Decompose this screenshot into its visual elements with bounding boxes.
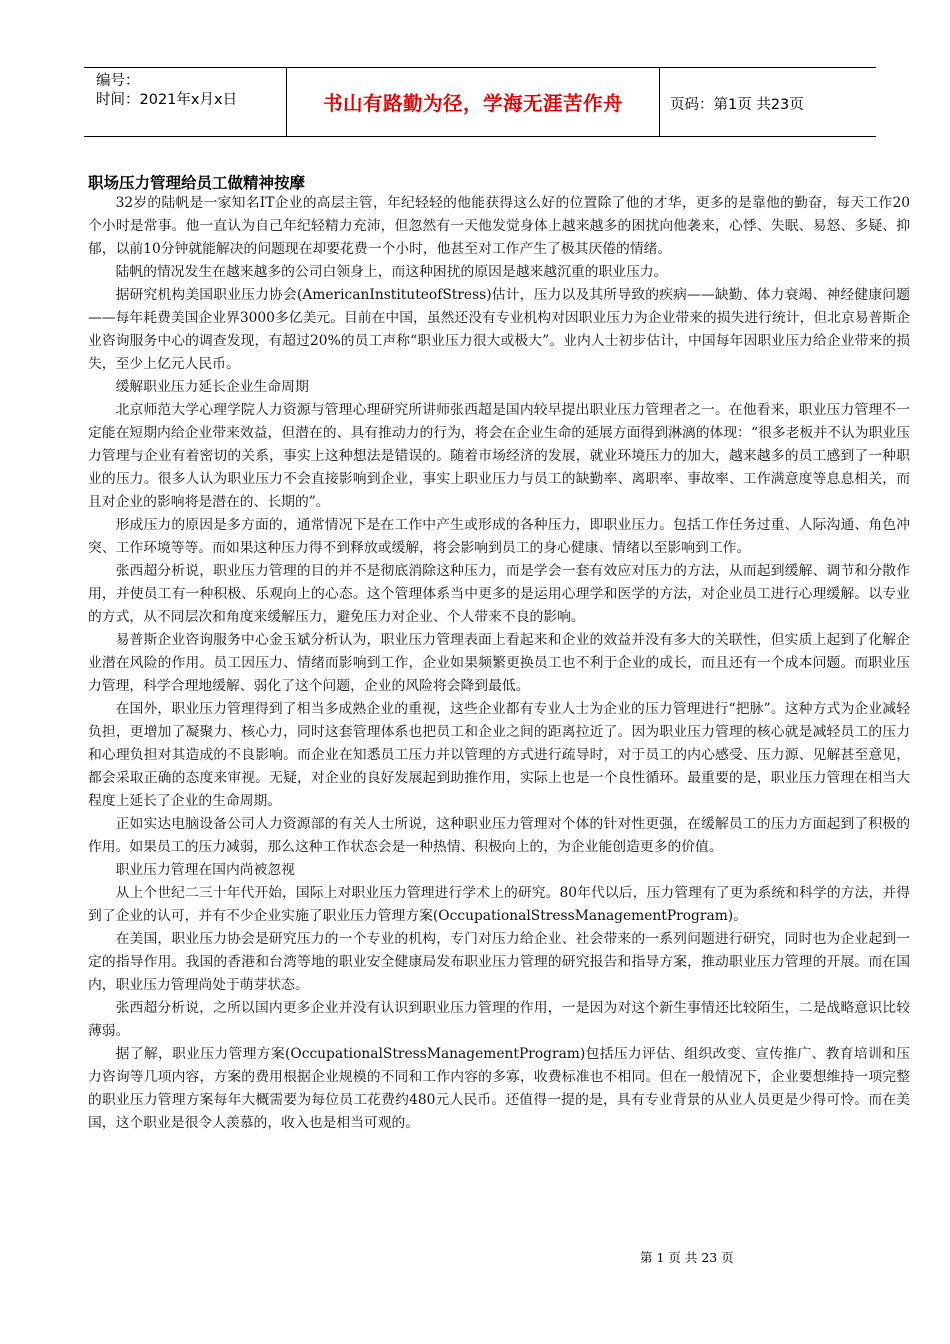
article-title: 职场压力管理给员工做精神按摩 xyxy=(88,174,306,192)
header-motto: 书山有路勤为径，学海无涯苦作舟 xyxy=(322,92,623,115)
document-header xyxy=(84,67,876,137)
paragraph: 在国外，职业压力管理得到了相当多成熟企业的重视，这些企业都有专业人士为企业的压力管理进行“把脉”。这种方式为企业减轻负担，更增加了凝聚力、核心力，同时这套管理体系也把员工和企业之间的距离拉近了。因为职业压力管理的核心就是减轻员工的压力和心理负担对其造成的不良影响。而企业在知悉员工压力并以管理的方式进行疏导时，对于员工的内心感受、压力源、见解甚至意见，都会采取正确的态度来审视。无疑，对企业的良好发展起到助推作用，实际上也是一个良性循环。最重要的是，职业压力管理在相当大程度上延长了企业的生命周期。 xyxy=(88,701,910,809)
paragraph: 形成压力的原因是多方面的，通常情况下是在工作中产生或形成的各种压力，即职业压力。包括工作任务过重、人际沟通、角色冲突、工作环境等等。而如果这种压力得不到释放或缓解，将会影响到员工的身心健康、情绪以至影响到工作。 xyxy=(88,517,910,556)
paragraph: 陆帆的情况发生在越来越多的公司白领身上，而这种困扰的原因是越来越沉重的职业压力。 xyxy=(115,264,668,280)
header-divider xyxy=(286,68,287,136)
paragraph: 张西超分析说，之所以国内更多企业并没有认识到职业压力管理的作用，一是因为对这个新生事情还比较陌生，二是战略意识比较薄弱。 xyxy=(88,1000,910,1039)
section-heading: 职业压力管理在国内尚被忽视 xyxy=(115,862,295,878)
article-body xyxy=(88,192,910,1135)
page-footer: 第 1 页 共 23 页 xyxy=(640,1250,734,1265)
header-divider xyxy=(659,68,660,136)
paragraph: 正如实达电脑设备公司人力资源部的有关人士所说，这种职业压力管理对个体的针对性更强，在缓解员工的压力方面起到了积极的作用。如果员工的压力减弱，那么这种工作状态会是一种热情、积极向上的，为企业能创造更多的价值。 xyxy=(88,816,910,855)
paragraph: 据了解，职业压力管理方案(OccupationalStressManagementProgram)包括压力评估、组织改变、宣传推广、教育培训和压力咨询等几项内容，方案的费用根据企业规模的不同和工作内容的多寡，收费标准也不相同。但在一般情况下，企业要想维持一项完整的职业压力管理方案每年大概需要为每位员工花费约480元人民币。还值得一提的是，具有专业背景的从业人员更是少得可怜。而在美国，这个职业是很令人羡慕的，收入也是相当可观的。 xyxy=(88,1046,910,1131)
paragraph: 北京师范大学心理学院人力资源与管理心理研究所讲师张西超是国内较早提出职业压力管理者之一。在他看来，职业压力管理不一定能在短期内给企业带来效益，但潜在的、具有推动力的行为，将会在企业生命的延展方面得到淋漓的体现：“很多老板并不认为职业压力管理与企业有着密切的关系，事实上这种想法是错误的。随着市场经济的发展，就业环境压力的加大，越来越多的员工感到了一种职业的压力。很多人认为职业压力不会直接影响到企业，事实上职业压力与员工的缺勤率、离职率、事故率、工作满意度等息息相关，而且对企业的影响将是潜在的、长期的”。 xyxy=(88,402,910,510)
paragraph: 张西超分析说，职业压力管理的目的并不是彻底消除这种压力，而是学会一套有效应对压力的方法，从而起到缓解、调节和分散作用，并使员工有一种积极、乐观向上的心态。这个管理体系当中更多的是运用心理学和医学的方法，对企业员工进行心理缓解。以专业的方式，从不同层次和角度来缓解压力，避免压力对企业、个人带来不良的影响。 xyxy=(88,563,910,625)
number-label: 编号： xyxy=(96,73,140,89)
time-label: 时间：2021年x月x日 xyxy=(96,92,238,108)
paragraph: 易普斯企业咨询服务中心金玉斌分析认为，职业压力管理表面上看起来和企业的效益并没有多大的关联性，但实质上起到了化解企业潜在风险的作用。员工因压力、情绪而影响到工作，企业如果频繁更换员工也不利于企业的成长，而且还有一个成本问题。而职业压力管理，科学合理地缓解、弱化了这个问题，企业的风险将会降到最低。 xyxy=(88,632,910,694)
header-meta xyxy=(96,72,237,110)
paragraph: 据研究机构美国职业压力协会(AmericanInstituteofStress)估计，压力以及其所导致的疾病——缺勤、体力衰竭、神经健康问题——每年耗费美国企业界3000多亿美元。目前在中国，虽然还没有专业机构对因职业压力为企业带来的损失进行统计，但北京易普斯企业咨询服务中心的调查发现，有超过20%的员工声称“职业压力很大或极大”。业内人士初步估计，中国每年因职业压力给企业带来的损失，至少上亿元人民币。 xyxy=(88,287,910,372)
section-heading: 缓解职业压力延长企业生命周期 xyxy=(115,379,309,395)
paragraph: 32岁的陆帆是一家知名IT企业的高层主管，年纪轻轻的他能获得这么好的位置除了他的才华，更多的是靠他的勤奋，每天工作20个小时是常事。他一直认为自己年纪轻精力充沛，但忽然有一天他发觉身体上越来越多的困扰向他袭来，心悸、失眠、易怒、多疑、抑郁，以前10分钟就能解决的问题现在却要花费一个小时，他甚至对工作产生了极其厌倦的情绪。 xyxy=(88,195,910,257)
header-page-info: 页码：第1页 共23页 xyxy=(670,97,804,113)
paragraph: 从上个世纪二三十年代开始，国际上对职业压力管理进行学术上的研究。80年代以后，压力管理有了更为系统和科学的方法，并得到了企业的认可，并有不少企业实施了职业压力管理方案(OccupationalStressManagementProgram)。 xyxy=(88,885,910,924)
paragraph: 在美国，职业压力协会是研究压力的一个专业的机构，专门对压力给企业、社会带来的一系列问题进行研究，同时也为企业起到一定的指导作用。我国的香港和台湾等地的职业安全健康局发布职业压力管理的研究报告和指导方案，推动职业压力管理的开展。而在国内，职业压力管理尚处于萌芽状态。 xyxy=(88,931,910,993)
